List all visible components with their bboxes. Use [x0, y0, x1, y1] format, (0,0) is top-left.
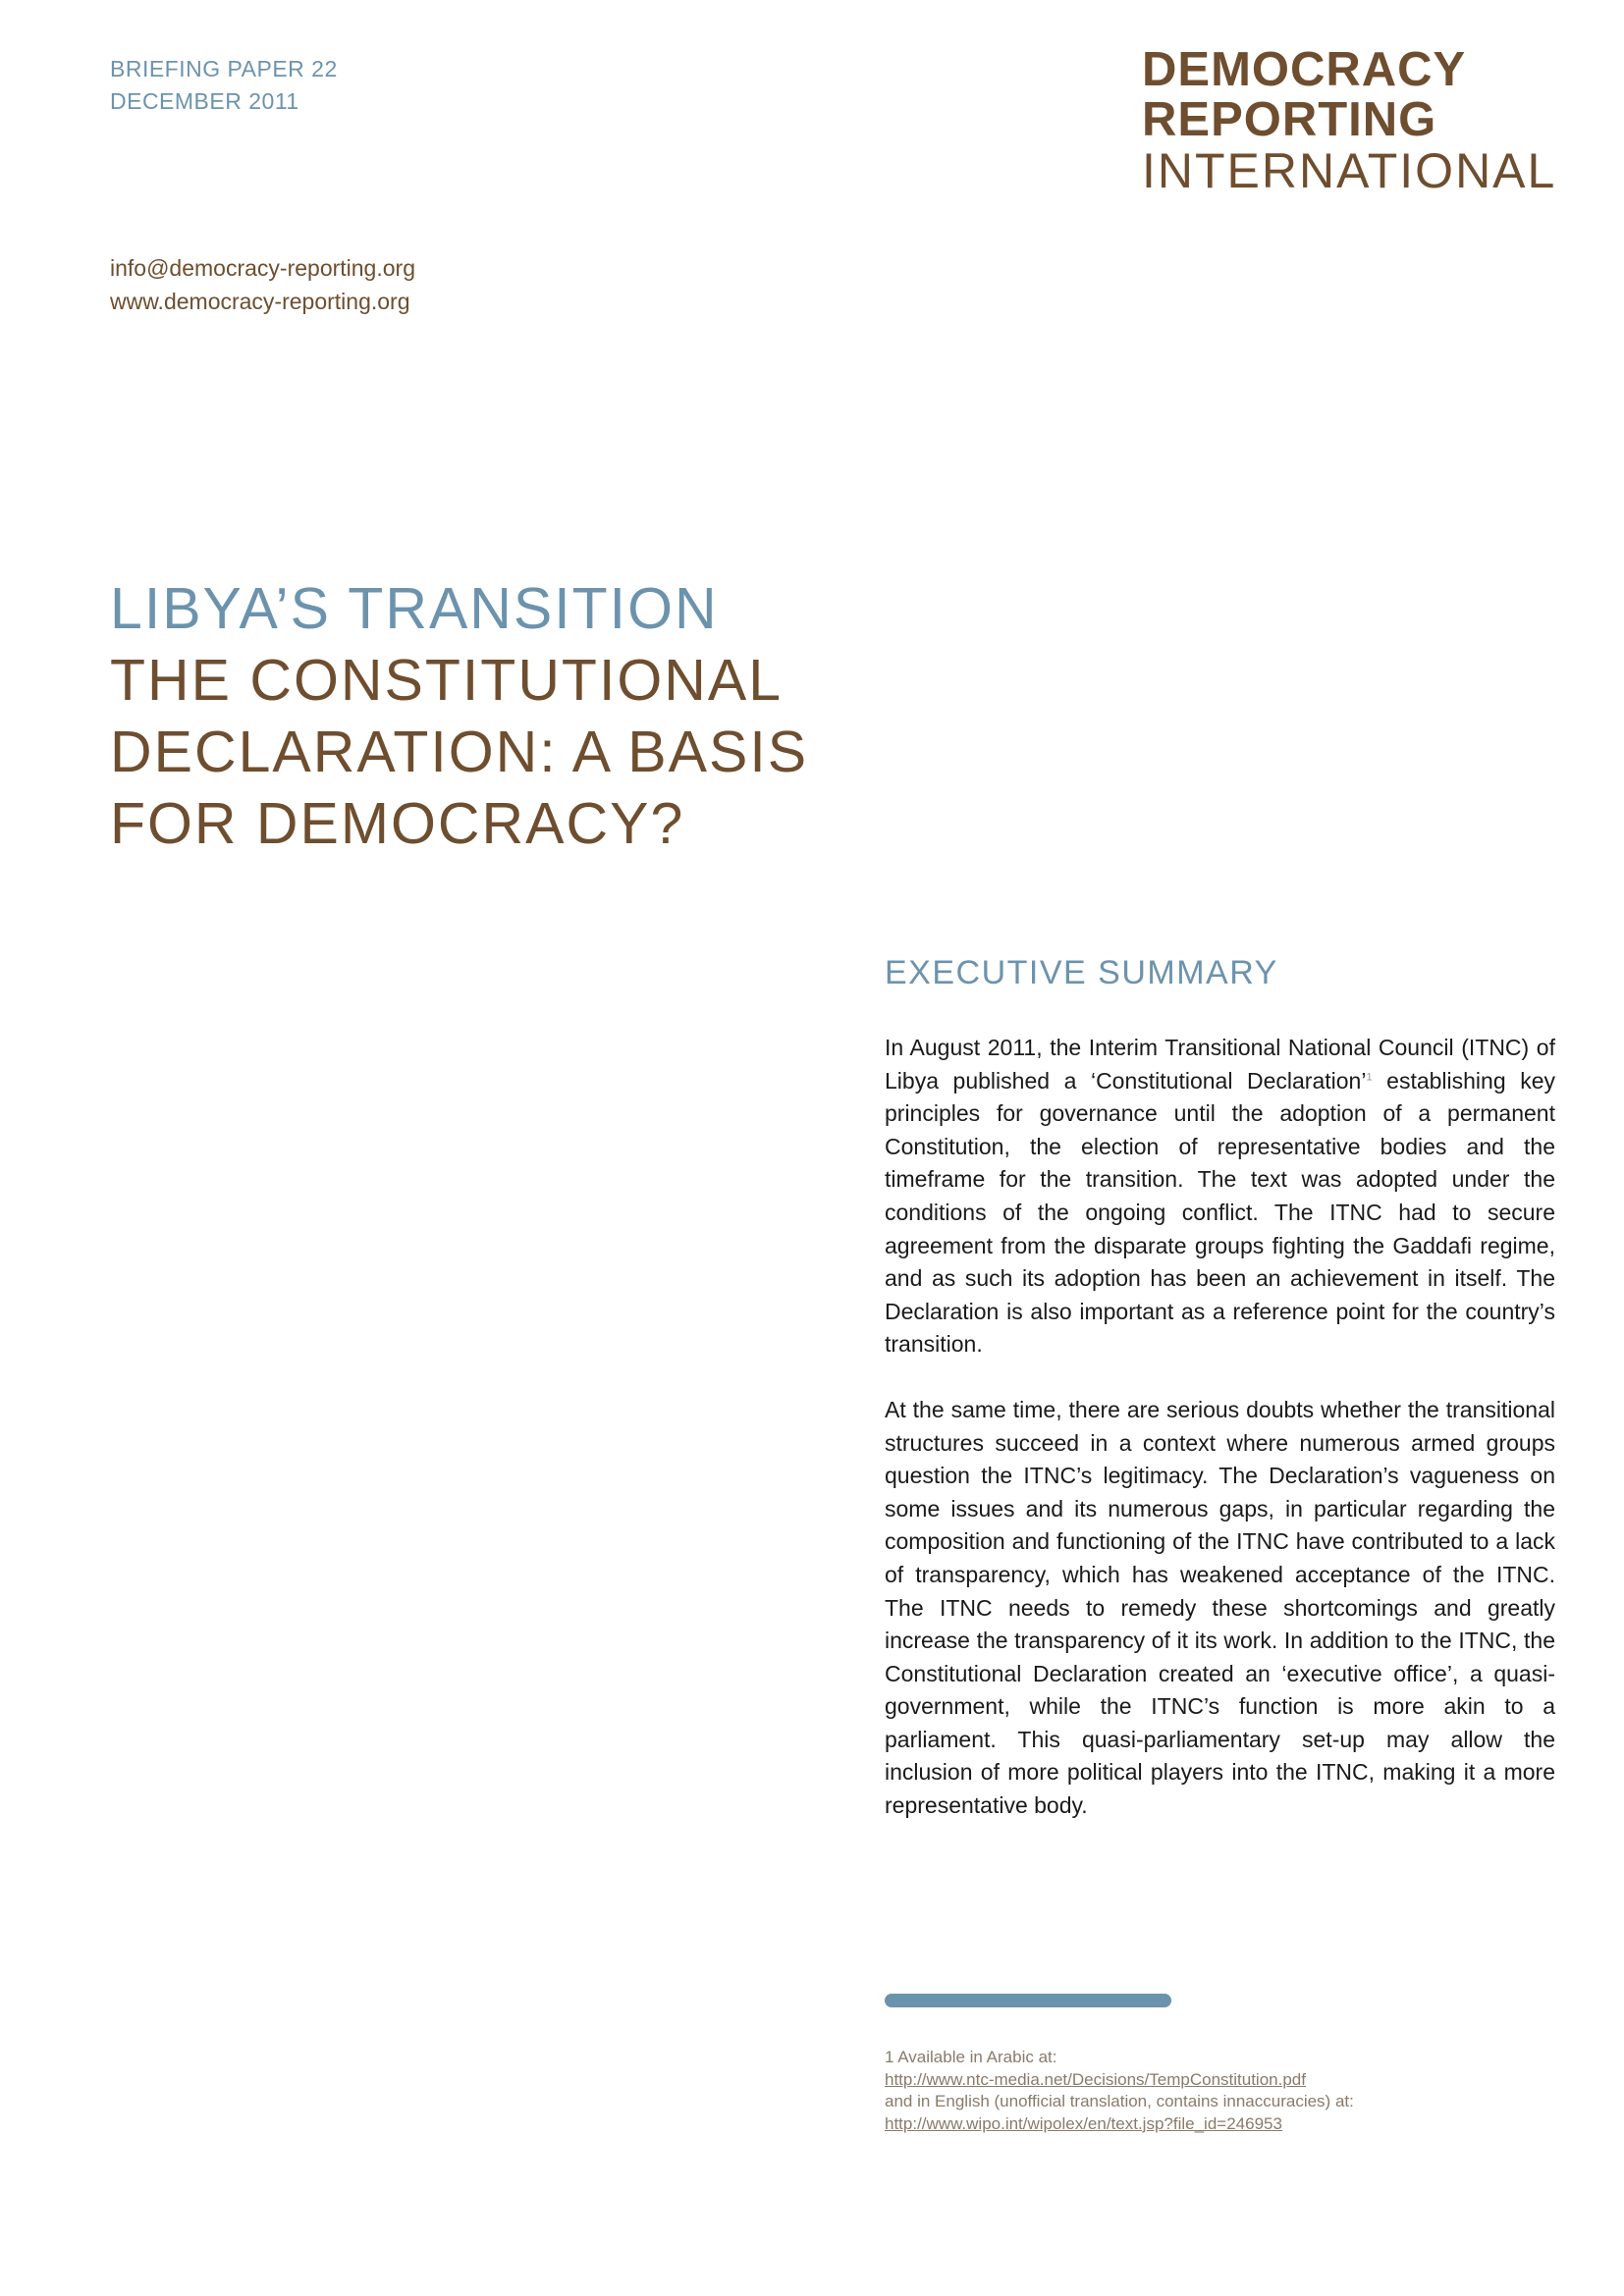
paragraph-1-text-continued: establishing key principles for governance until the adoption of a permanent Constitution, the election of representative bodies and the timeframe for the transition. The text was adopted under the conditions of the ongoing conflict. The ITNC had to secure agreement from the disparate groups fighting the Gaddafi regime, and as such its adoption has been an achievement in itself. The Declaration is also important as a reference point for the country’s transition. — [885, 1067, 1555, 1358]
footnote-reference[interactable]: 1 — [1366, 1070, 1373, 1083]
title-line-3: DECLARATION: A BASIS — [110, 720, 809, 784]
footnote-link-english[interactable]: http://www.wipo.int/wipolex/en/text.jsp?file_id=246953 — [885, 2113, 1282, 2133]
executive-summary-heading: EXECUTIVE SUMMARY — [885, 954, 1278, 991]
title-line-2: THE CONSTITUTIONAL — [110, 648, 784, 713]
logo-line-democracy: DEMOCRACY — [1142, 43, 1467, 96]
logo-line-reporting: REPORTING — [1142, 93, 1437, 146]
paragraph-1-text: In August 2011, the Interim Transitional National Council (ITNC) of Libya published a ‘Constitutional Declaration’ — [885, 1035, 1555, 1094]
executive-summary-body — [885, 1032, 1555, 1855]
briefing-paper-label: BRIEFING PAPER 22 — [110, 56, 338, 81]
publication-date: DECEMBER 2011 — [110, 88, 299, 114]
website-link[interactable]: www.democracy-reporting.org — [110, 289, 410, 314]
document-meta — [110, 53, 338, 118]
contact-info — [110, 251, 415, 318]
summary-paragraph-2: At the same time, there are serious doubts whether the transitional structures succeed in a context where numerous armed groups question the ITNC’s legitimacy. The Declaration’s vagueness on some issues and its numerous gaps, in particular regarding the composition and functioning of the ITNC have contributed to a lack of transparency, which has weakened acceptance of the ITNC. The ITNC needs to remedy these shortcomings and greatly increase the transparency of it its work. In addition to the ITNC, the Constitutional Declaration created an ‘executive office’, a quasi-government, while the ITNC’s function is more akin to a parliament. This quasi-parliamentary set-up may allow the inclusion of more political players into the ITNC, making it a more representative body. — [885, 1396, 1555, 1819]
footnote — [885, 2047, 1572, 2135]
footnote-link-arabic[interactable]: http://www.ntc-media.net/Decisions/TempConstitution.pdf — [885, 2069, 1306, 2089]
logo-line-international: INTERNATIONAL — [1142, 143, 1557, 198]
footnote-line-english: and in English (unofficial translation, contains innaccuracies) at: — [885, 2092, 1354, 2110]
footnote-divider-bar — [885, 1994, 1171, 2007]
summary-paragraph-1 — [885, 1032, 1555, 1362]
title-line-1: LIBYA’S TRANSITION — [110, 576, 719, 641]
email-link[interactable]: info@democracy-reporting.org — [110, 255, 415, 281]
footnote-line-arabic: 1 Available in Arabic at: — [885, 2048, 1057, 2066]
title-line-4: FOR DEMOCRACY? — [110, 791, 685, 856]
document-title — [110, 573, 994, 860]
dri-logo — [1142, 45, 1556, 196]
